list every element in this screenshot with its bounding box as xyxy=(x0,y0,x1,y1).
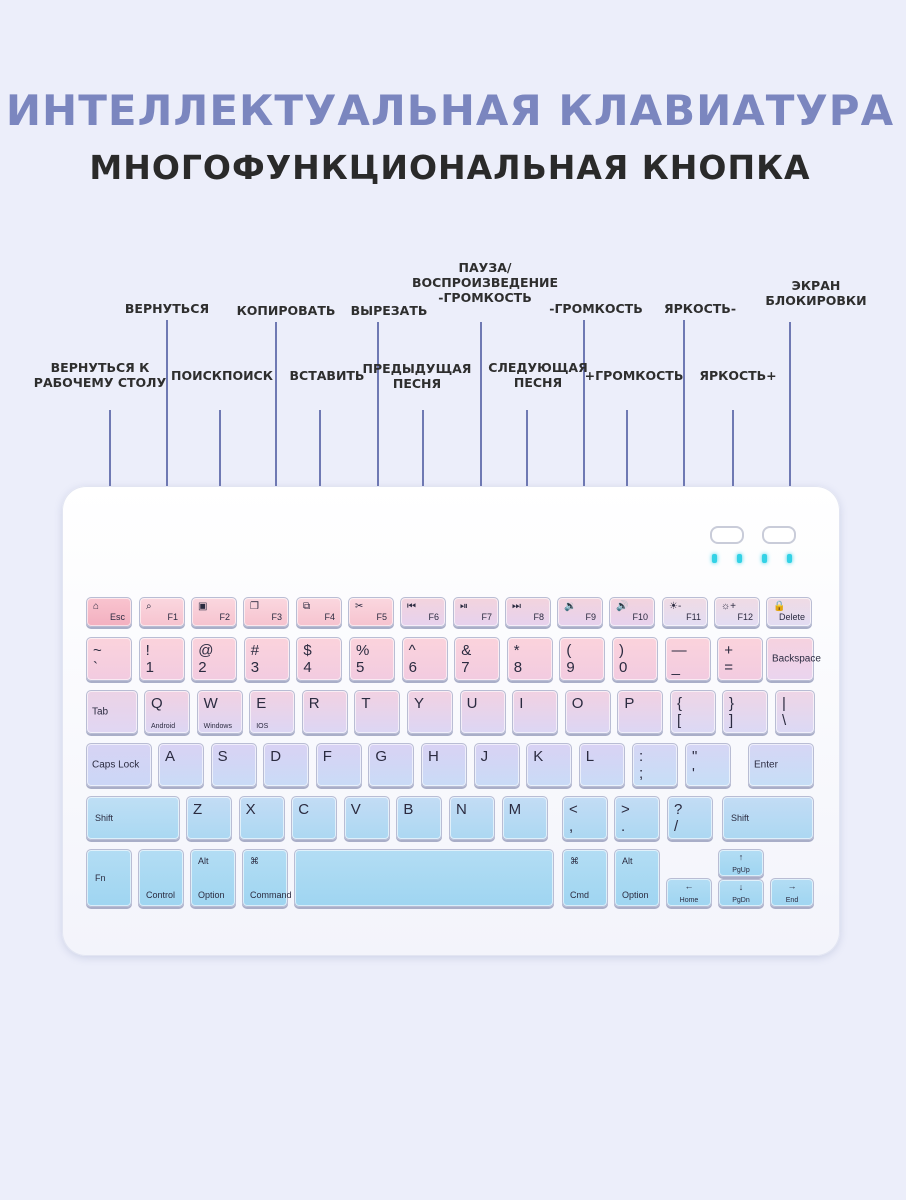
i-legend: I xyxy=(519,695,524,712)
t-legend: T xyxy=(361,695,371,712)
caps-legend: Caps Lock xyxy=(92,759,140,771)
period-bottom-legend: . xyxy=(621,818,626,835)
key-comma[interactable] xyxy=(562,796,608,840)
roption-top-legend: Alt xyxy=(622,856,633,866)
f9-label: F9 xyxy=(585,612,596,622)
annotation-f8: СЛЕДУЮЩАЯ ПЕСНЯ xyxy=(488,360,588,390)
annotation-esc: ВЕРНУТЬСЯ К РАБОЧЕМУ СТОЛУ xyxy=(33,360,167,390)
key-pgdn[interactable] xyxy=(718,879,764,907)
a-legend: A xyxy=(165,748,176,765)
rbrace-top-legend: } xyxy=(729,695,735,712)
end-legend: End xyxy=(785,897,799,904)
minus-bottom-legend: _ xyxy=(671,659,680,676)
key-loption[interactable] xyxy=(190,849,236,907)
key-z[interactable] xyxy=(186,796,232,840)
roption-legend: Option xyxy=(622,890,649,900)
y-legend: Y xyxy=(414,695,425,712)
f12-icon: ☼+ xyxy=(721,601,737,612)
f2-icon: ▣ xyxy=(198,601,208,612)
n3-bottom-legend: 3 xyxy=(250,659,260,676)
key-colon[interactable] xyxy=(632,743,678,787)
delete-label: Delete xyxy=(778,612,805,622)
annotation-f10: +ГРОМКОСТЬ xyxy=(584,368,684,383)
quote-bottom-legend: ' xyxy=(692,765,695,782)
key-y[interactable] xyxy=(407,690,453,734)
key-pipe[interactable] xyxy=(775,690,815,734)
key-end[interactable] xyxy=(770,878,814,907)
key-x[interactable] xyxy=(239,796,285,840)
comma-top-legend: < xyxy=(569,801,578,818)
key-f1[interactable] xyxy=(139,597,185,627)
f11-label: F11 xyxy=(686,612,701,622)
key-v[interactable] xyxy=(344,796,390,840)
quote-top-legend: " xyxy=(692,748,698,765)
power-switch[interactable] xyxy=(710,526,744,544)
n8-top-legend: * xyxy=(513,642,520,659)
f1-icon: ⌕ xyxy=(146,601,152,612)
lshift-legend: Shift xyxy=(95,813,114,823)
key-h[interactable] xyxy=(421,743,467,787)
key-lbrace[interactable] xyxy=(670,690,716,734)
k-legend: K xyxy=(533,748,544,765)
key-n3[interactable] xyxy=(244,637,290,681)
key-r[interactable] xyxy=(302,690,348,734)
cmd-legend: Cmd xyxy=(570,890,590,900)
lbrace-bottom-legend: [ xyxy=(677,712,682,729)
annotation-del: ЭКРАН БЛОКИРОВКИ xyxy=(765,278,867,308)
annotation-f1: ВЕРНУТЬСЯ xyxy=(124,301,210,316)
key-esc[interactable] xyxy=(86,597,132,627)
key-plus[interactable] xyxy=(717,637,763,681)
key-c[interactable] xyxy=(291,796,337,840)
key-f6[interactable] xyxy=(400,597,446,627)
key-m[interactable] xyxy=(502,796,548,840)
control-legend: Control xyxy=(146,890,176,900)
n6-top-legend: ^ xyxy=(408,642,416,659)
f4-label: F4 xyxy=(324,612,335,622)
f9-icon: 🔉 xyxy=(564,601,577,612)
plus-bottom-legend: = xyxy=(724,659,733,676)
b-legend: B xyxy=(403,801,414,818)
n1-top-legend: ! xyxy=(145,642,150,659)
f10-label: F10 xyxy=(632,612,648,622)
home-icon: ← xyxy=(684,881,694,891)
key-roption[interactable] xyxy=(614,849,660,907)
key-minus[interactable] xyxy=(665,637,711,681)
n5-bottom-legend: 5 xyxy=(356,659,365,676)
key-f12[interactable] xyxy=(714,597,760,627)
s-legend: S xyxy=(217,748,228,765)
n7-top-legend: & xyxy=(461,642,472,659)
n1-bottom-legend: 1 xyxy=(145,659,154,676)
w-sub-legend: Windows xyxy=(203,723,232,730)
h-legend: H xyxy=(428,748,439,765)
key-n0[interactable] xyxy=(612,637,658,681)
key-e[interactable] xyxy=(249,690,295,734)
enter-legend: Enter xyxy=(754,759,778,771)
key-home[interactable] xyxy=(666,878,712,907)
m-legend: M xyxy=(508,801,522,818)
key-q[interactable] xyxy=(144,690,190,734)
key-j[interactable] xyxy=(474,743,520,787)
esc-label: Esc xyxy=(109,612,125,622)
key-w[interactable] xyxy=(197,690,243,734)
n2-bottom-legend: 2 xyxy=(198,659,207,676)
f7-label: F7 xyxy=(481,612,492,622)
bluetooth-switch[interactable] xyxy=(762,526,796,544)
x-legend: X xyxy=(245,801,256,818)
key-f3[interactable] xyxy=(243,597,289,627)
f-legend: F xyxy=(322,748,332,765)
key-g[interactable] xyxy=(368,743,414,787)
pgdn-icon: ↓ xyxy=(738,882,744,892)
d-legend: D xyxy=(270,748,282,765)
key-backspace[interactable] xyxy=(766,637,821,681)
indicator-led xyxy=(712,554,717,563)
key-n5[interactable] xyxy=(349,637,395,681)
l-legend: L xyxy=(585,748,595,765)
n8-bottom-legend: 8 xyxy=(513,659,523,676)
n5-top-legend: % xyxy=(356,642,370,659)
key-k[interactable] xyxy=(526,743,572,787)
minus-top-legend: — xyxy=(671,642,687,659)
key-f4[interactable] xyxy=(296,597,342,627)
key-p[interactable] xyxy=(617,690,663,734)
n6-bottom-legend: 6 xyxy=(408,659,417,676)
n4-bottom-legend: 4 xyxy=(303,659,312,676)
f8-icon: ⏭ xyxy=(512,601,521,612)
z-legend: Z xyxy=(193,801,203,818)
key-u[interactable] xyxy=(460,690,506,734)
f6-icon: ⏮ xyxy=(407,601,416,612)
w-legend: W xyxy=(203,695,218,712)
u-legend: U xyxy=(466,695,478,712)
rshift-legend: Shift xyxy=(731,813,750,823)
lbrace-top-legend: { xyxy=(677,695,683,712)
n-legend: N xyxy=(456,801,467,818)
page-subtitle: МНОГОФУНКЦИОНАЛЬНАЯ КНОПКА xyxy=(89,148,811,187)
indicator-led xyxy=(787,554,792,563)
q-sub-legend: Android xyxy=(151,723,176,730)
plus-top-legend: + xyxy=(724,642,733,659)
key-lcommand[interactable] xyxy=(242,849,292,907)
tab-legend: Tab xyxy=(92,706,109,718)
f6-label: F6 xyxy=(428,612,439,622)
n9-bottom-legend: 9 xyxy=(566,659,575,676)
pipe-top-legend: | xyxy=(782,695,786,712)
annotation-f5: ВЫРЕЗАТЬ xyxy=(350,303,428,318)
key-delete[interactable] xyxy=(766,597,812,627)
key-pgup[interactable] xyxy=(718,849,764,877)
home-legend: Home xyxy=(679,897,699,904)
pipe-bottom-legend: \ xyxy=(782,712,787,729)
f4-icon: ⧉ xyxy=(303,601,311,612)
fn-legend: Fn xyxy=(95,873,106,883)
period-top-legend: > xyxy=(621,801,630,818)
n0-top-legend: ) xyxy=(619,642,624,659)
key-f11[interactable] xyxy=(662,597,708,627)
tilde-bottom-legend: ` xyxy=(93,659,98,676)
n7-bottom-legend: 7 xyxy=(461,659,470,676)
v-legend: V xyxy=(350,801,361,818)
key-f9[interactable] xyxy=(557,597,603,627)
key-tilde[interactable] xyxy=(86,637,132,681)
loption-legend: Option xyxy=(198,890,225,900)
key-slash[interactable] xyxy=(667,796,713,840)
f11-icon: ☀- xyxy=(669,601,682,612)
key-n4[interactable] xyxy=(296,637,342,681)
annotation-f12: ЯРКОСТЬ+ xyxy=(699,368,777,383)
key-n7[interactable] xyxy=(454,637,500,681)
cmd-top-legend: ⌘ xyxy=(570,856,579,866)
key-rbrace[interactable] xyxy=(722,690,768,734)
j-legend: J xyxy=(480,748,489,765)
key-t[interactable] xyxy=(354,690,400,734)
f2-label: F2 xyxy=(219,612,230,622)
annotation-f4: ВСТАВИТЬ xyxy=(289,368,365,383)
f10-icon: 🔊 xyxy=(616,601,629,612)
f3-icon: ❐ xyxy=(250,601,259,612)
f5-label: F5 xyxy=(376,612,387,622)
f1-label: F1 xyxy=(167,612,178,622)
n3-top-legend: # xyxy=(250,642,260,659)
f12-label: F12 xyxy=(737,612,753,622)
annotation-f3: КОПИРОВАТЬ xyxy=(236,303,336,318)
r-legend: R xyxy=(308,695,320,712)
key-n6[interactable] xyxy=(402,637,448,681)
key-tab[interactable] xyxy=(86,690,138,734)
key-n9[interactable] xyxy=(559,637,605,681)
e-legend: E xyxy=(256,695,267,712)
annotation-f6: ПРЕДЫДУЩАЯ ПЕСНЯ xyxy=(362,361,472,391)
f5-icon: ✂ xyxy=(355,601,364,612)
colon-bottom-legend: ; xyxy=(639,765,644,782)
key-n2[interactable] xyxy=(191,637,237,681)
key-period[interactable] xyxy=(614,796,660,840)
esc-icon: ⌂ xyxy=(93,601,100,612)
tilde-top-legend: ~ xyxy=(93,642,102,659)
end-icon: → xyxy=(787,881,797,891)
p-legend: P xyxy=(624,695,635,712)
e-sub-legend: IOS xyxy=(256,723,269,730)
pgup-icon: ↑ xyxy=(738,852,744,862)
n2-top-legend: @ xyxy=(198,642,214,659)
n0-bottom-legend: 0 xyxy=(619,659,628,676)
key-enter[interactable] xyxy=(748,743,814,787)
indicator-led xyxy=(737,554,742,563)
page-title: ИНТЕЛЛЕКТУАЛЬНАЯ КЛАВИАТУРА xyxy=(5,86,895,135)
key-b[interactable] xyxy=(396,796,442,840)
key-i[interactable] xyxy=(512,690,558,734)
key-quote[interactable] xyxy=(685,743,731,787)
key-f10[interactable] xyxy=(609,597,655,627)
key-f[interactable] xyxy=(316,743,362,787)
delete-icon: 🔒 xyxy=(773,601,786,612)
slash-bottom-legend: / xyxy=(674,818,679,835)
annotation-f2: ПОИСКПОИСК xyxy=(171,368,273,383)
pgup-legend: PgUp xyxy=(732,867,750,874)
annotation-f9: -ГРОМКОСТЬ xyxy=(549,301,643,316)
key-space[interactable] xyxy=(294,849,554,907)
f7-icon: ⏯ xyxy=(460,601,468,612)
comma-bottom-legend: , xyxy=(569,818,574,835)
f8-label: F8 xyxy=(533,612,544,622)
key-s[interactable] xyxy=(211,743,257,787)
key-f2[interactable] xyxy=(191,597,237,627)
key-n[interactable] xyxy=(449,796,495,840)
key-f8[interactable] xyxy=(505,597,551,627)
lcommand-legend: Command xyxy=(250,890,292,900)
key-fn[interactable] xyxy=(86,849,132,907)
key-a[interactable] xyxy=(158,743,204,787)
annotation-f11: ЯРКОСТЬ- xyxy=(663,301,737,316)
pgdn-legend: PgDn xyxy=(732,897,750,904)
key-lshift[interactable] xyxy=(86,796,180,840)
backspace-legend: Backspace xyxy=(772,653,821,665)
colon-top-legend: : xyxy=(639,748,644,765)
key-control[interactable] xyxy=(138,849,184,907)
o-legend: O xyxy=(571,695,584,712)
key-l[interactable] xyxy=(579,743,625,787)
key-n8[interactable] xyxy=(507,637,553,681)
key-rshift[interactable] xyxy=(722,796,814,840)
rbrace-bottom-legend: ] xyxy=(729,712,734,729)
f3-label: F3 xyxy=(271,612,282,622)
n9-top-legend: ( xyxy=(566,642,572,659)
g-legend: G xyxy=(375,748,388,765)
key-o[interactable] xyxy=(565,690,611,734)
slash-top-legend: ? xyxy=(674,801,683,818)
c-legend: C xyxy=(298,801,310,818)
key-f5[interactable] xyxy=(348,597,394,627)
key-f7[interactable] xyxy=(453,597,499,627)
key-n1[interactable] xyxy=(139,637,185,681)
indicator-led xyxy=(762,554,767,563)
n4-top-legend: $ xyxy=(303,642,312,659)
lcommand-top-legend: ⌘ xyxy=(250,856,259,866)
key-cmd[interactable] xyxy=(562,849,608,907)
key-d[interactable] xyxy=(263,743,309,787)
q-legend: Q xyxy=(151,695,163,712)
loption-top-legend: Alt xyxy=(198,856,209,866)
annotation-f7: ПАУЗА/ ВОСПРОИЗВЕДЕНИЕ -ГРОМКОСТЬ xyxy=(411,260,559,305)
key-caps[interactable] xyxy=(86,743,152,787)
